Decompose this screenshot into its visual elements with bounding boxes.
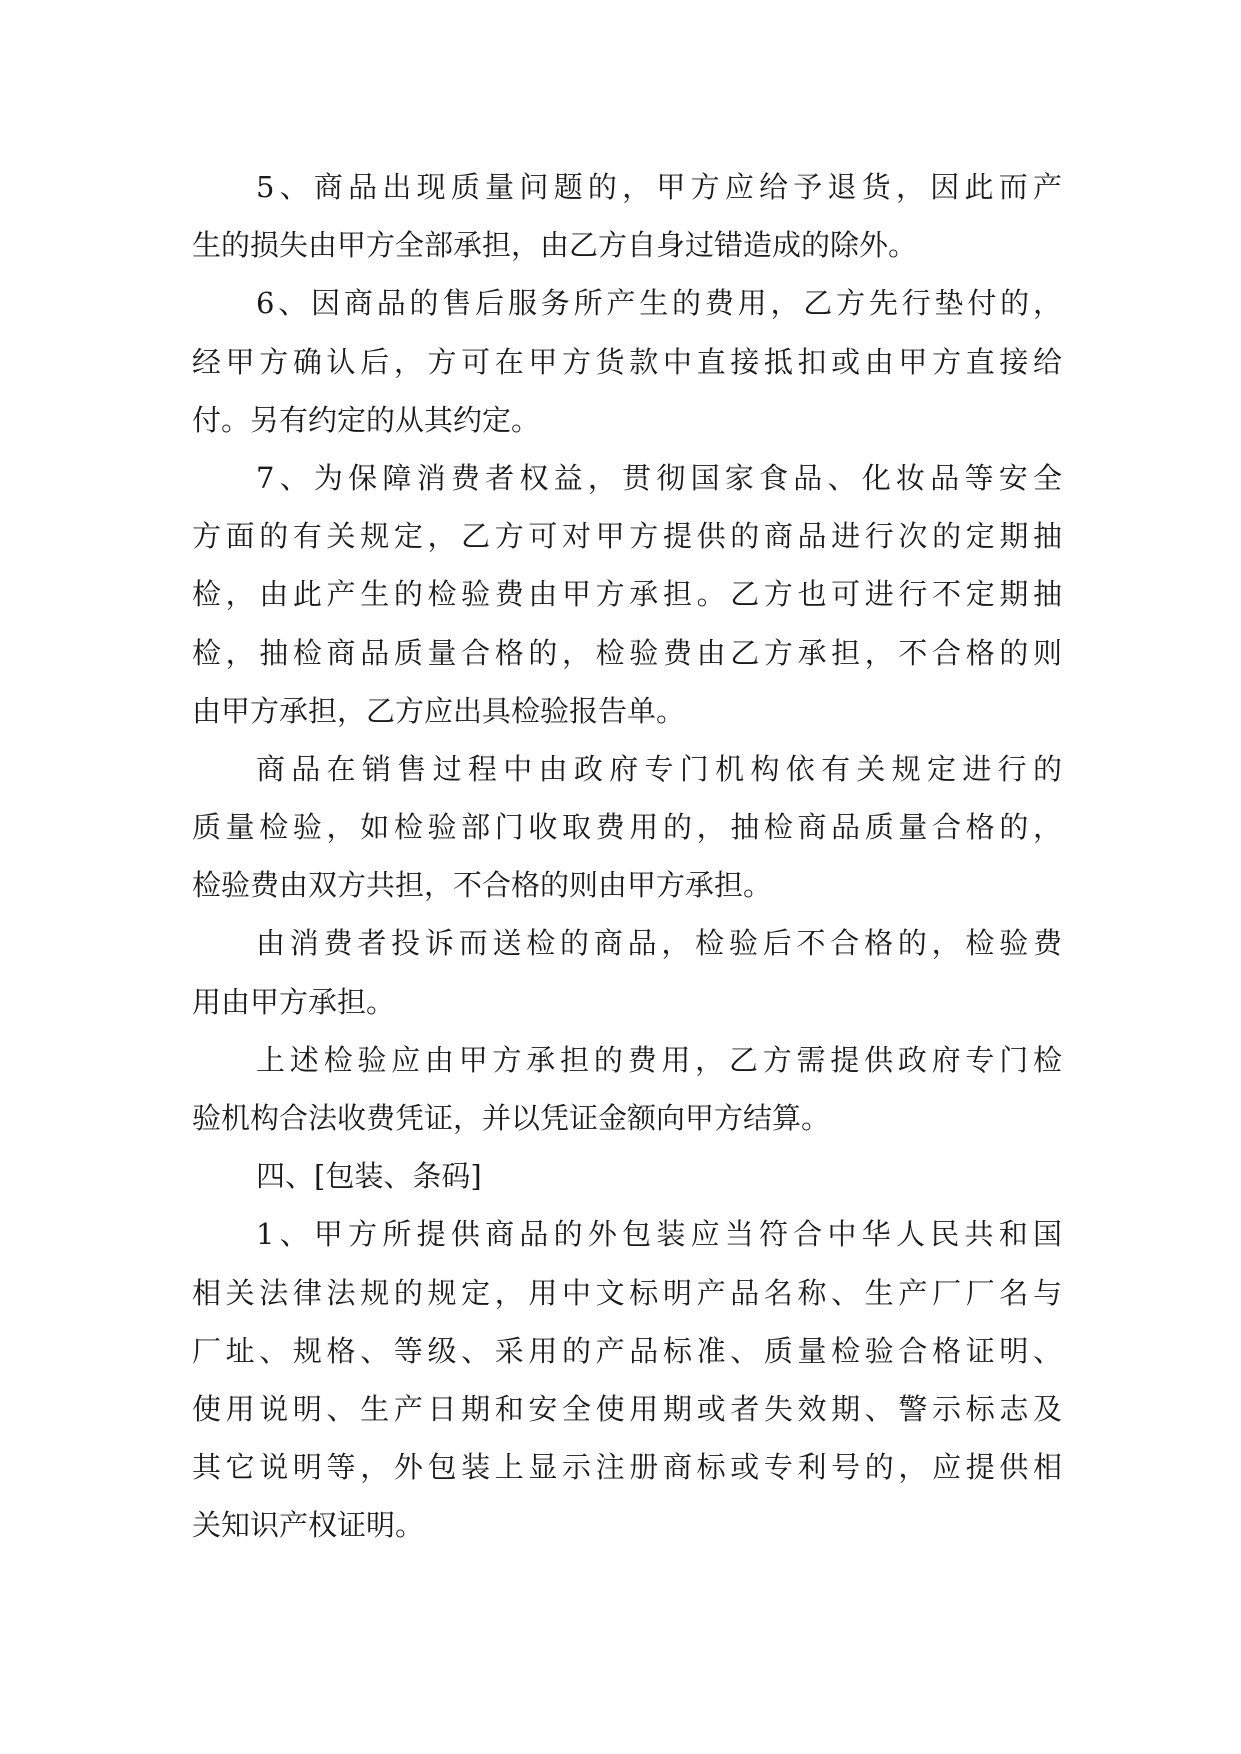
text-line: 6、因商品的售后服务所产生的费用，乙方先行垫付的，: [256, 286, 1062, 321]
section-heading-packaging: [192, 1147, 1062, 1205]
text-line: 检验费由双方共担，不合格的则由甲方承担。: [192, 868, 773, 903]
text-line: 由消费者投诉而送检的商品，检验后不合格的，检验费: [256, 926, 1062, 961]
document-body: [192, 158, 1062, 1555]
text-line: 经甲方确认后，方可在甲方货款中直接抵扣或由甲方直接给: [192, 344, 1062, 379]
section-title: 四、[包装、条码]: [256, 1159, 482, 1194]
text-line: 使用说明、生产日期和安全使用期或者失效期、警示标志及: [192, 1391, 1062, 1426]
text-line: 5、商品出现质量问题的，甲方应给予退货，因此而产: [256, 170, 1062, 204]
text-line: 厂址、规格、等级、采用的产品标准、质量检验合格证明、: [192, 1333, 1062, 1368]
paragraph-government-inspection: [192, 740, 1062, 915]
text-line: 检，由此产生的检验费由甲方承担。乙方也可进行不定期抽: [192, 577, 1062, 612]
paragraph-item-6: [192, 274, 1062, 449]
text-line: 检，抽检商品质量合格的，检验费由乙方承担，不合格的则: [192, 635, 1062, 670]
paragraph-packaging-1: [192, 1205, 1062, 1554]
text-line: 付。另有约定的从其约定。: [192, 402, 541, 437]
text-line: 验机构合法收费凭证，并以凭证金额向甲方结算。: [192, 1101, 831, 1135]
text-line: 生的损失由甲方全部承担，由乙方自身过错造成的除外。: [192, 228, 918, 263]
text-line: 质量检验，如检验部门收取费用的，抽检商品质量合格的，: [192, 810, 1062, 845]
text-line: 商品在销售过程中由政府专门机构依有关规定进行的: [256, 751, 1062, 786]
text-line: 方面的有关规定，乙方可对甲方提供的商品进行次的定期抽: [192, 519, 1062, 554]
text-line: 相关法律法规的规定，用中文标明产品名称、生产厂厂名与: [192, 1275, 1062, 1310]
paragraph-item-5: [192, 158, 1062, 274]
text-line: 上述检验应由甲方承担的费用，乙方需提供政府专门检: [256, 1042, 1062, 1077]
text-line: 由甲方承担，乙方应出具检验报告单。: [192, 693, 686, 728]
paragraph-item-7: [192, 449, 1062, 740]
text-line: 1、甲方所提供商品的外包装应当符合中华人民共和国: [256, 1217, 1062, 1252]
paragraph-consumer-complaint: [192, 914, 1062, 1030]
text-line: 其它说明等，外包装上显示注册商标或专利号的，应提供相: [192, 1450, 1062, 1485]
paragraph-inspection-settlement: [192, 1031, 1062, 1147]
text-line: 用由甲方承担。: [192, 984, 396, 1019]
text-line: 关知识产权证明。: [192, 1508, 425, 1543]
text-line: 7、为保障消费者权益，贯彻国家食品、化妆品等安全: [256, 460, 1062, 495]
